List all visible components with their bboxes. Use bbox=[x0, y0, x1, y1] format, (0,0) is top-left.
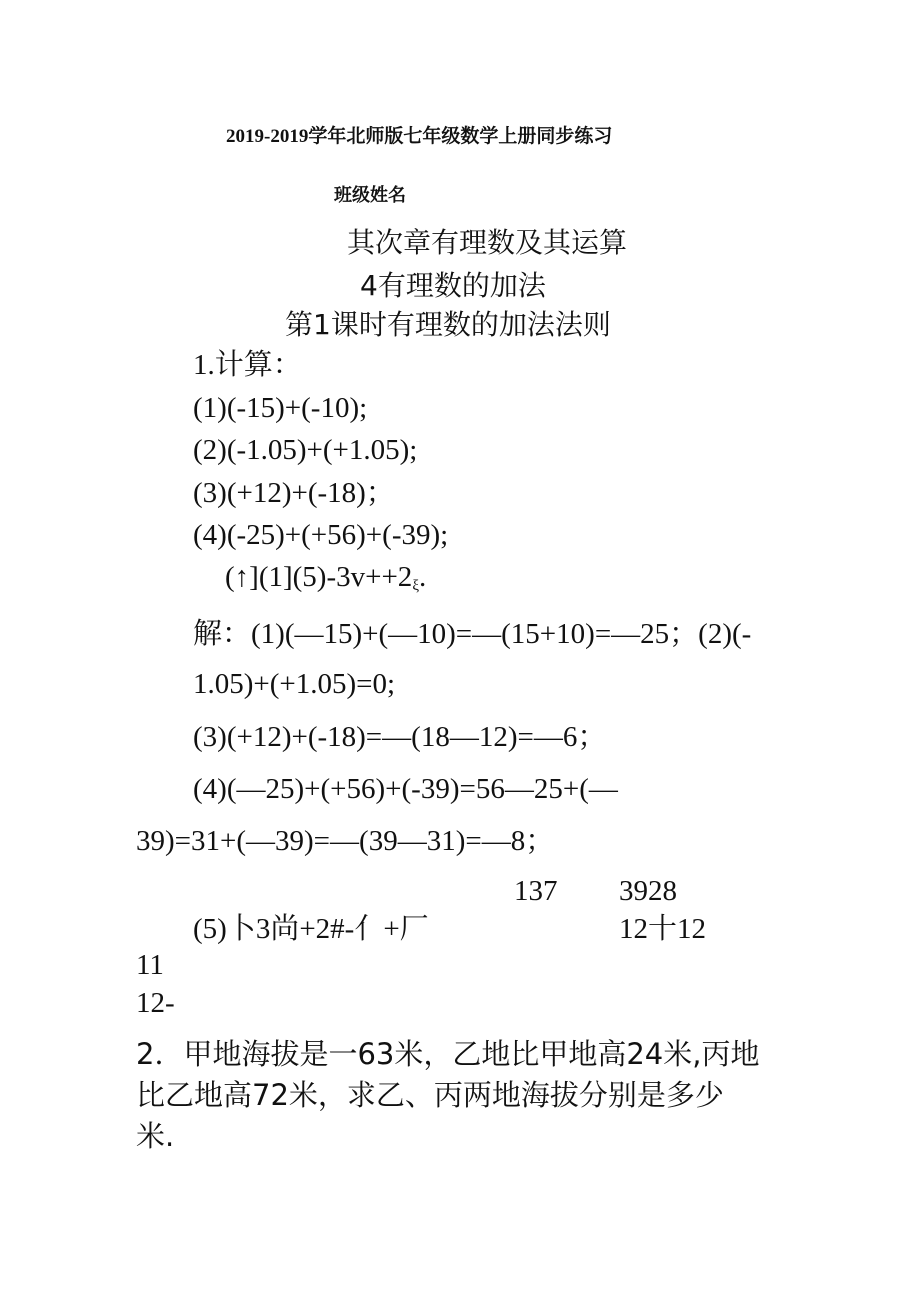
worksheet-header: 2019-2019学年北师版七年级数学上册同步练习 bbox=[226, 126, 613, 147]
solution-line-1: 解：(1)(—15)+(—10)=—(15+10)=—25；(2)(- bbox=[193, 618, 752, 650]
solution-line-8: 12- bbox=[136, 987, 175, 1019]
problem-2-line-1: 2．甲地海拔是一63米，乙地比甲地高24米,丙地 bbox=[136, 1037, 760, 1071]
problem-1-item-5-subscript: ξ bbox=[412, 578, 419, 594]
solution-line-3: (3)(+12)+(-18)=—(18—12)=—6； bbox=[193, 721, 607, 753]
section-title: 4有理数的加法 bbox=[360, 269, 546, 302]
problem-1-item-5-end: . bbox=[419, 561, 427, 593]
solution-line-6: (5)卜3尚+2#-亻+厂 bbox=[193, 913, 429, 945]
problem-1-label: 1.计算： bbox=[193, 349, 302, 381]
solution-line-5: 39)=31+(—39)=—(39—31)=—8； bbox=[136, 825, 555, 857]
solution-line-7: 11 bbox=[136, 949, 164, 981]
problem-1-item-1: (1)(-15)+(-10); bbox=[193, 392, 368, 424]
problem-1-item-3: (3)(+12)+(-18)； bbox=[193, 477, 395, 509]
class-name-label: 班级姓名 bbox=[334, 185, 406, 206]
problem-2-line-2: 比乙地高72米，求乙、丙两地海拔分别是多少 bbox=[136, 1078, 724, 1112]
solution-line-4: (4)(—25)+(+56)+(-39)=56—25+(— bbox=[193, 773, 618, 805]
fraction-numerator-2: 3928 bbox=[619, 875, 677, 907]
fraction-numerator-1: 137 bbox=[514, 875, 558, 907]
problem-2-line-3: 米. bbox=[136, 1119, 175, 1153]
chapter-title: 其次章有理数及其运算 bbox=[347, 226, 628, 259]
solution-line-2: 1.05)+(+1.05)=0; bbox=[193, 668, 396, 700]
problem-1-item-2: (2)(-1.05)+(+1.05); bbox=[193, 434, 418, 466]
problem-1-item-5-main: (↑](1](5)-3v++2 bbox=[225, 561, 413, 593]
problem-1-item-5 bbox=[225, 563, 426, 594]
lesson-title: 第1课时有理数的加法法则 bbox=[285, 308, 611, 341]
fraction-denominator: 12十12 bbox=[619, 913, 707, 945]
problem-1-item-4: (4)(-25)+(+56)+(-39); bbox=[193, 519, 449, 551]
